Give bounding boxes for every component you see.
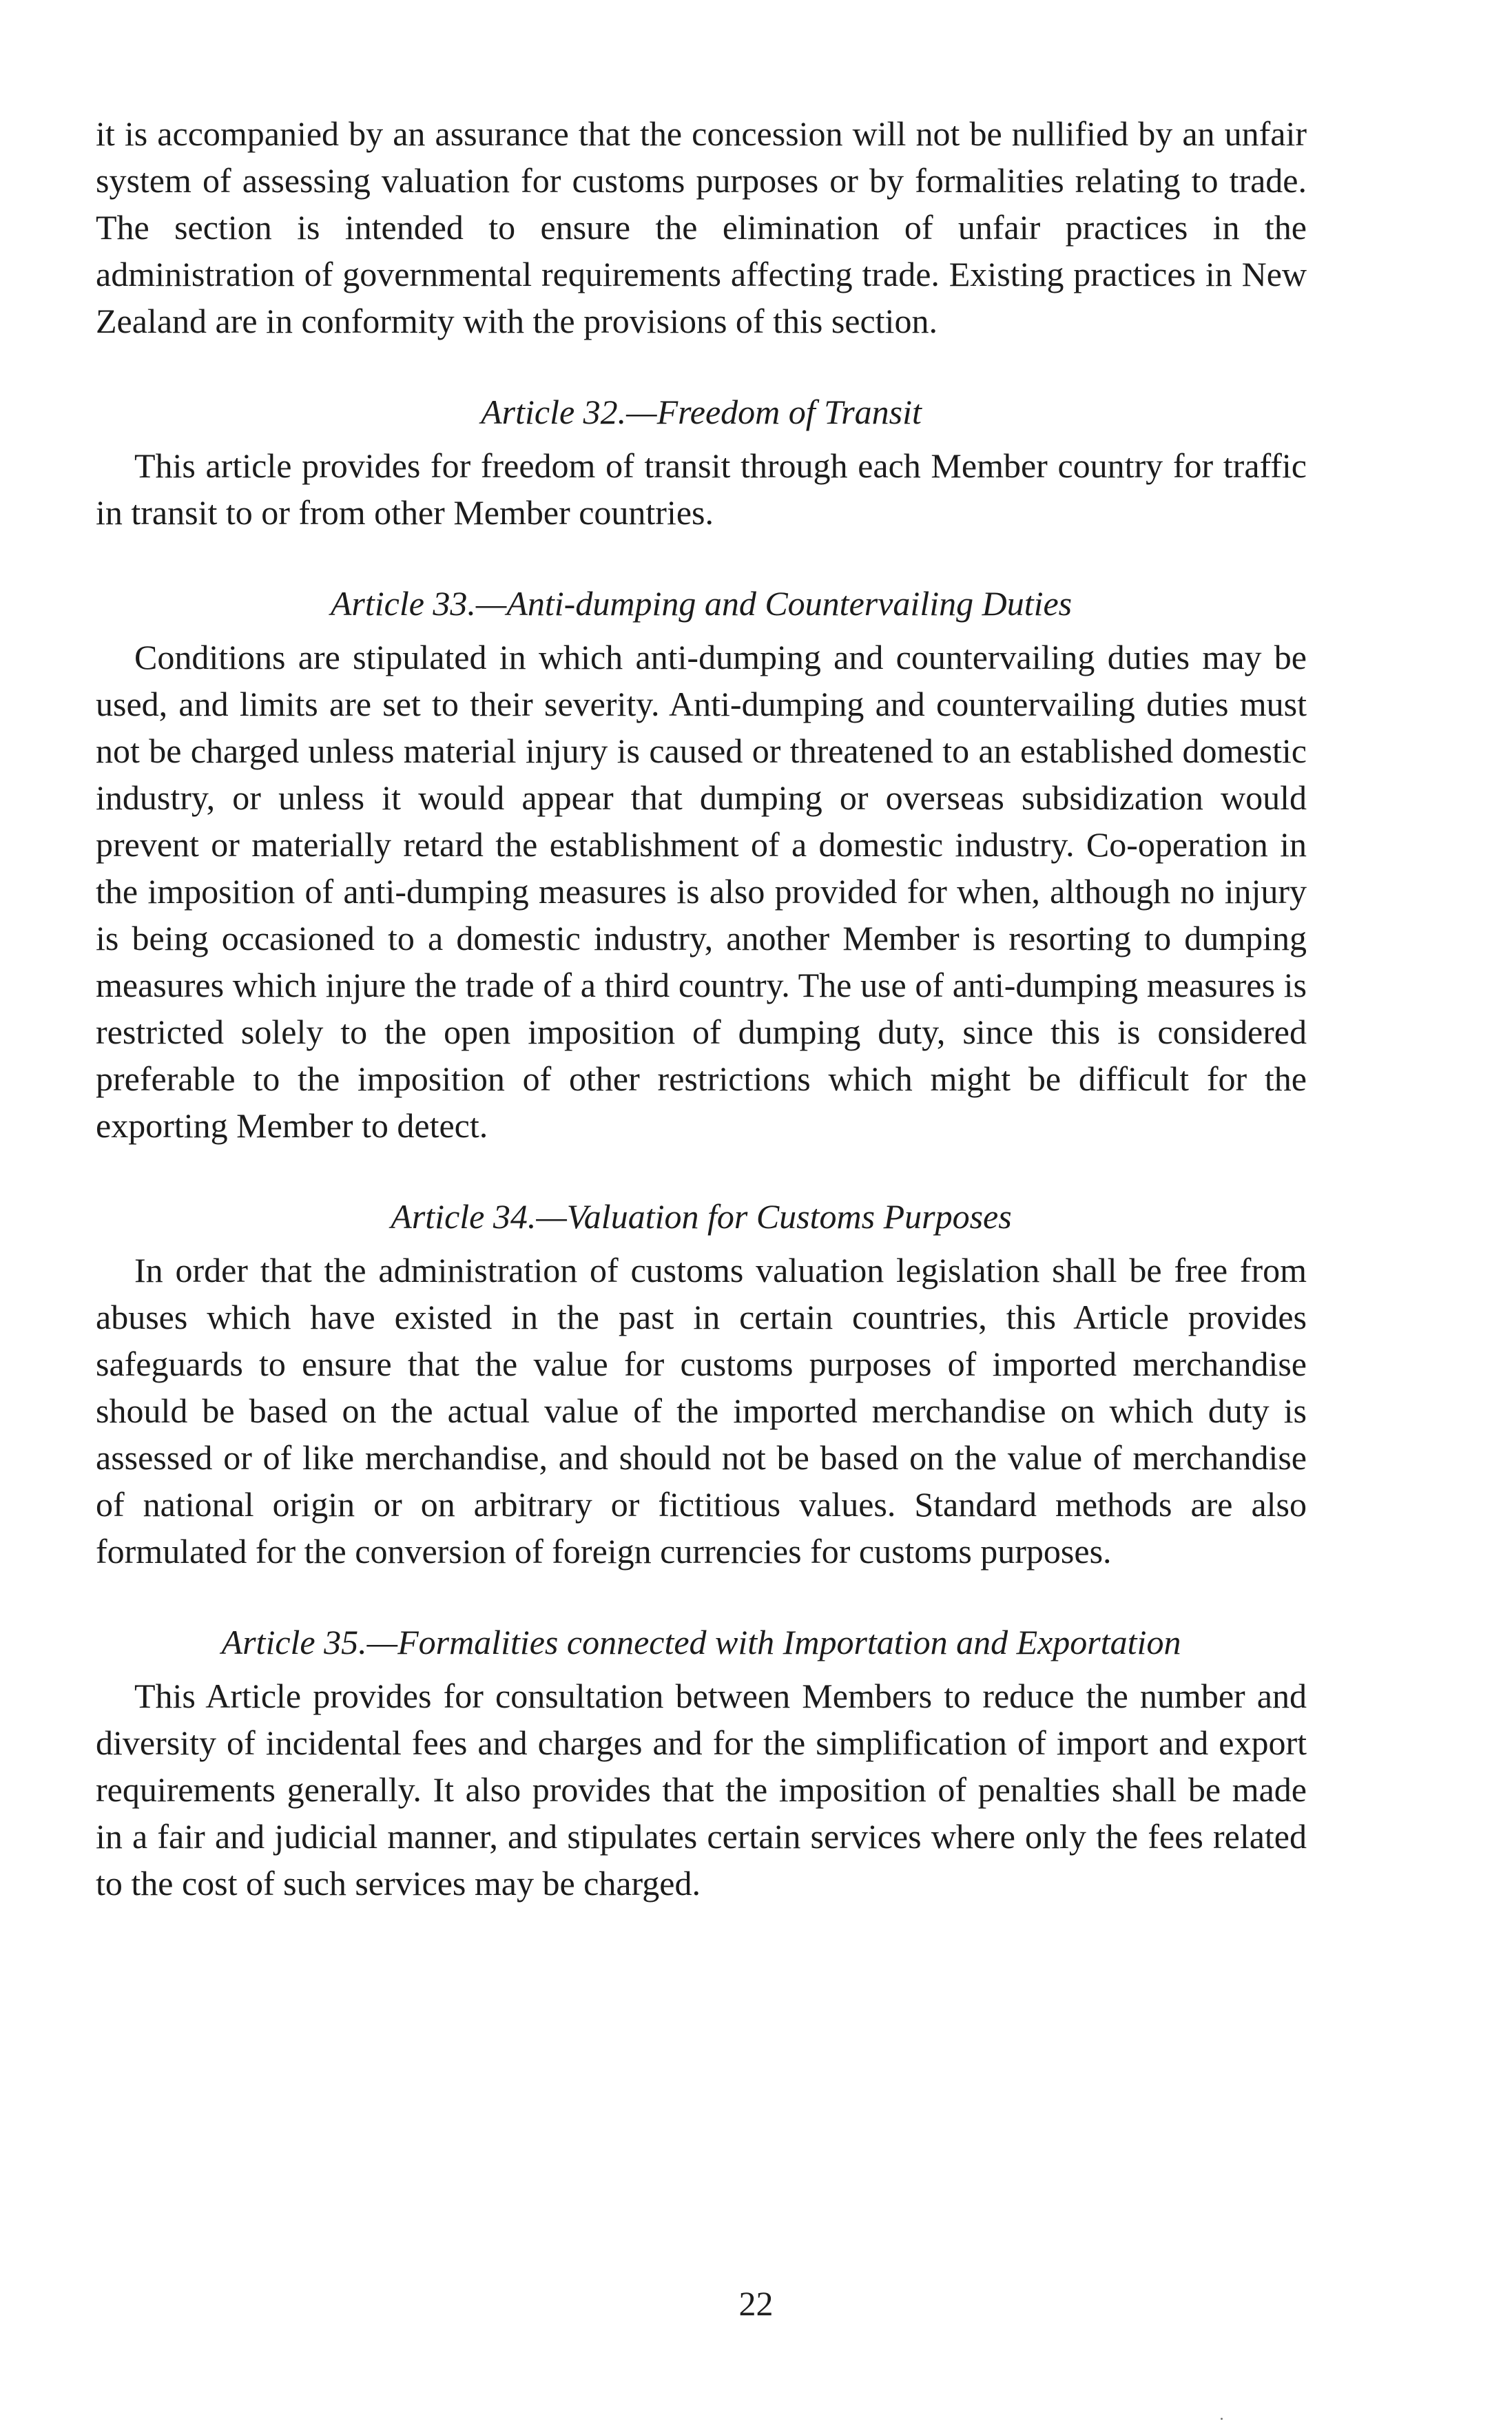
spacer — [96, 536, 1307, 580]
intro-paragraph: it is accompanied by an assurance that the concession will not be nullified by an unfair system of assessing valuation for customs purposes or by formalities relating to trade. The section is intended to ensure the elimination of unfair practices in the administration of governmental requirements affecting trade. Existing practices in New Zealand are in conformity with the provisions of this section. — [96, 114, 1307, 340]
spacer — [96, 627, 1307, 634]
article-34-paragraph: In order that the administration of customs valuation legislation shall be free from abuses which have existed in the past in certain countries, this Article provides safeguards to ensure that the value for customs purposes of imported merchandise should be based on the actual value of the imported merchandise on which duty is assessed or of like merchandise, and should not be based on the value of merchandise of national origin or on arbitrary or fictitious values. Standard methods are also formulated for the conversion of foreign currencies for customs purposes. — [96, 1251, 1307, 1571]
page-body — [96, 110, 1307, 1907]
spacer — [96, 1575, 1307, 1619]
article-33-heading: Article 33.—Anti-dumping and Countervailing Duties — [330, 584, 1073, 623]
article-35-heading: Article 35.—Formalities connected with Importation and Exportation — [221, 1623, 1181, 1661]
print-speck — [1221, 2418, 1223, 2420]
spacer — [96, 1666, 1307, 1672]
spacer — [96, 1149, 1307, 1193]
spacer — [96, 1240, 1307, 1247]
spacer — [96, 435, 1307, 442]
article-32-paragraph: This article provides for freedom of transit through each Member country for traffic in transit to or from other Member countries. — [96, 446, 1307, 532]
page-number: 22 — [738, 2284, 774, 2323]
article-33-paragraph: Conditions are stipulated in which anti-dumping and countervailing duties may be used, and limits are set to their severity. Anti-dumping and countervailing duties must not be charged unless material injury is caused or threatened to an established domestic industry, or unless it would appear that dumping or overseas subsidization would prevent or materially retard the establishment of a domestic industry. Co-operation in the imposition of anti-dumping measures is also provided for when, although no injury is being occasioned to a domestic industry, another Member is resorting to dumping measures which injure the trade of a third country. The use of anti-dumping measures is restricted solely to the open imposition of dumping duty, since this is considered preferable to the imposition of other restrictions which might be difficult for the exporting Member to detect. — [96, 638, 1307, 1145]
article-34-heading: Article 34.—Valuation for Customs Purposes — [391, 1197, 1012, 1236]
article-35-paragraph: This Article provides for consultation between Members to reduce the number and diversity of incidental fees and charges and for the simplification of import and export requirements generally. It also provides that the imposition of penalties shall be made in a fair and judicial manner, and stipulates certain services where only the fees related to the cost of such services may be charged. — [96, 1677, 1307, 1903]
spacer — [96, 344, 1307, 388]
article-32-heading: Article 32.—Freedom of Transit — [481, 393, 922, 431]
